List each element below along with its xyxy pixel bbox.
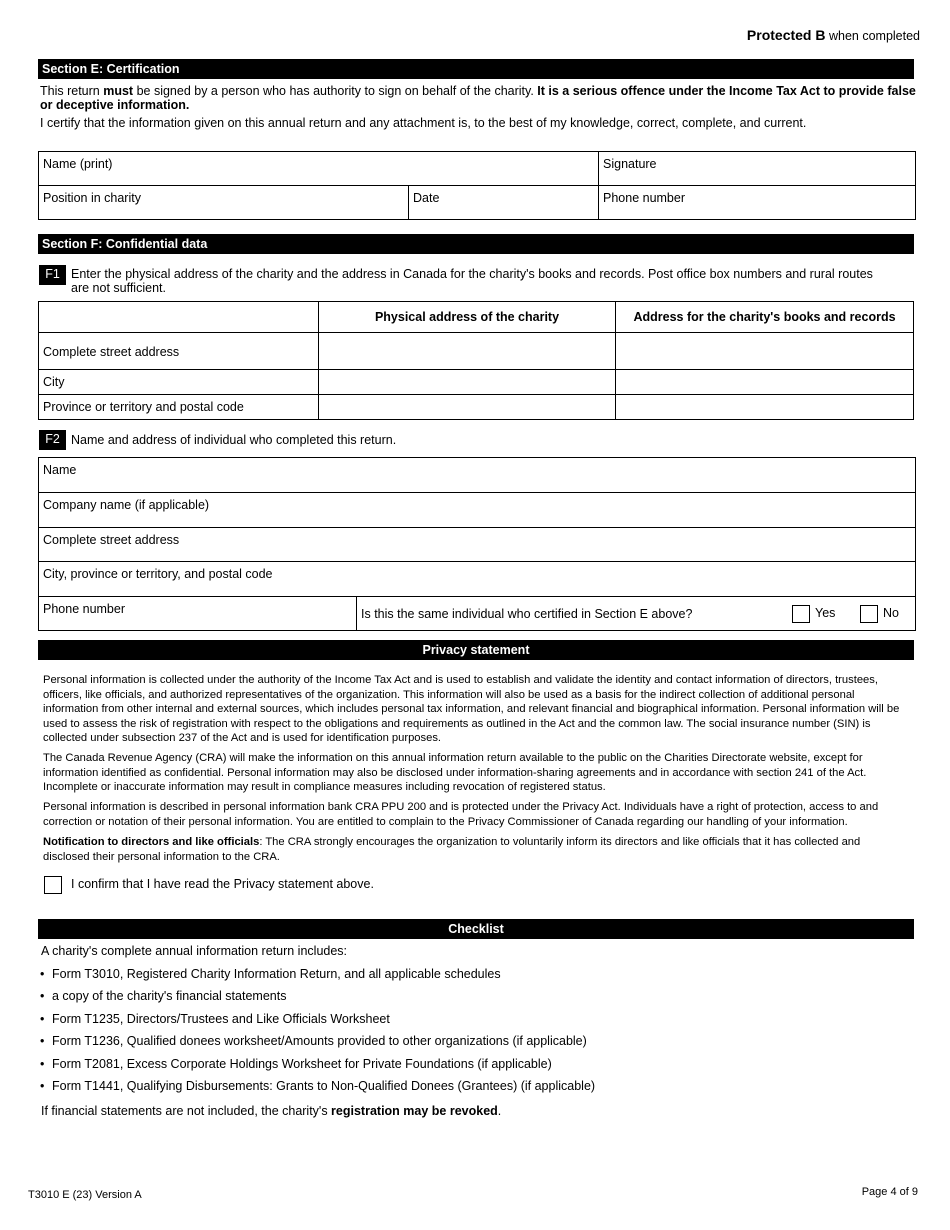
name-print-label: Name (print) (43, 157, 113, 171)
checklist-item: • Form T1235, Directors/Trustees and Like Officials Worksheet (40, 1012, 390, 1026)
position-label: Position in charity (43, 191, 141, 205)
f2-name-label: Name (43, 463, 77, 477)
checklist-item: • Form T1441, Qualifying Disbursements: Grants to Non-Qualified Donees (Grantees) (if applicable) (40, 1079, 596, 1093)
f2-street-field[interactable] (38, 527, 916, 562)
checklist-item: • Form T3010, Registered Charity Information Return, and all applicable schedules (40, 967, 501, 981)
f2-phone-label: Phone number (43, 602, 126, 616)
section-e-certify: I certify that the information given on this annual return and any attachment is, to the best of my knowledge, correct, complete, and current. (40, 116, 807, 130)
signature-label: Signature (603, 157, 657, 171)
privacy-paragraph-2: The Canada Revenue Agency (CRA) will make the information on this annual information return available to the public on the Charities Directorate website, except for information identified as confidential. Personal information may also be disclosed under information-sharing agreements and in accordance with section 241 of the Act. Incomplete or inaccurate information may result in compliance measures including revocation of registered status. (43, 752, 867, 794)
f2-phone-field[interactable] (38, 596, 357, 631)
books-province-input[interactable] (615, 394, 914, 420)
checklist-item: • Form T2081, Excess Corporate Holdings Worksheet for Private Foundations (if applicable) (40, 1057, 552, 1071)
yes-label: Yes (815, 606, 836, 620)
same-individual-no-checkbox[interactable] (860, 605, 878, 623)
address-table-corner (38, 301, 319, 333)
col-physical-address: Physical address of the charity (318, 301, 616, 333)
date-field[interactable] (408, 185, 599, 220)
phone-field[interactable] (598, 185, 916, 220)
position-field[interactable] (38, 185, 409, 220)
protected-b-notice: Protected B when completed (746, 27, 920, 43)
f2-city-label: City, province or territory, and postal code (43, 567, 273, 581)
privacy-confirm-label: I confirm that I have read the Privacy statement above. (71, 877, 374, 891)
f2-name-field[interactable] (38, 457, 916, 493)
checklist-outro: If financial statements are not included, the charity's registration may be revoked. (41, 1104, 502, 1118)
physical-city-input[interactable] (318, 369, 616, 395)
row-province-label: Province or territory and postal code (38, 394, 319, 420)
checklist-item: • a copy of the charity's financial statements (40, 989, 287, 1003)
phone-label: Phone number (603, 191, 686, 205)
checklist-intro: A charity's complete annual information return includes: (41, 944, 348, 958)
row-city-label: City (38, 369, 319, 395)
no-label: No (883, 606, 899, 620)
name-print-field[interactable] (38, 151, 599, 186)
f1-tag: F1 (39, 265, 66, 285)
f2-company-field[interactable] (38, 492, 916, 528)
section-e-intro: This return must be signed by a person who has authority to sign on behalf of the charity. It is a serious offence under the Income Tax Act to provide false or deceptive information. (40, 84, 916, 112)
page-number: Page 4 of 9 (861, 1186, 918, 1198)
privacy-paragraph-4: Notification to directors and like officials: The CRA strongly encourages the organization to voluntarily inform its directors and like officials that it has collected and disclosed their personal information to the CRA. (43, 836, 861, 863)
form-id: T3010 E (23) Version A (28, 1189, 142, 1201)
row-street-label: Complete street address (38, 332, 319, 370)
f2-company-label: Company name (if applicable) (43, 498, 210, 512)
section-f-title: Section F: Confidential data (38, 234, 914, 254)
privacy-title: Privacy statement (38, 640, 914, 660)
signature-field[interactable] (598, 151, 916, 186)
privacy-confirm-checkbox[interactable] (44, 876, 62, 894)
f2-instructions: Name and address of individual who completed this return. (71, 433, 397, 447)
books-street-input[interactable] (615, 332, 914, 370)
same-individual-yes-checkbox[interactable] (792, 605, 810, 623)
f2-street-label: Complete street address (43, 533, 180, 547)
checklist-title: Checklist (38, 919, 914, 939)
privacy-paragraph-3: Personal information is described in personal information bank CRA PPU 200 and is protected under the Privacy Act. Individuals have a right of protection, access to and correction or notation of their personal information. You are entitled to complain to the Privacy Commissioner of Canada regarding our handling of your information. (43, 801, 879, 828)
f2-city-field[interactable] (38, 561, 916, 597)
f2-tag: F2 (39, 430, 66, 450)
physical-province-input[interactable] (318, 394, 616, 420)
checklist-item: • Form T1236, Qualified donees worksheet/Amounts provided to other organizations (if applicable) (40, 1034, 587, 1048)
physical-street-input[interactable] (318, 332, 616, 370)
col-books-address: Address for the charity's books and records (615, 301, 914, 333)
f2-same-question: Is this the same individual who certified in Section E above? (361, 607, 693, 621)
privacy-paragraph-1: Personal information is collected under the authority of the Income Tax Act and is used to establish and validate the identity and contact information of directors, trustees, officers, like officials, and authorized representatives of the organization. This information will also be used as a basis for the indirect collection of additional personal information from other internal and external sources, which includes personal tax information, and relevant financial and biographical information. Personal information will be used to assess the risk of registration with respect to the obligations and requirements as outlined in the Act and the common law. The social insurance number (SIN) is collected under subsection 237 of the Act and is used for identification purposes. (43, 674, 900, 745)
date-label: Date (413, 191, 440, 205)
books-city-input[interactable] (615, 369, 914, 395)
f1-instructions: Enter the physical address of the charity and the address in Canada for the charity's books and records. Post office box numbers and rural routes are not sufficient. (71, 267, 873, 295)
section-e-title: Section E: Certification (38, 59, 914, 79)
